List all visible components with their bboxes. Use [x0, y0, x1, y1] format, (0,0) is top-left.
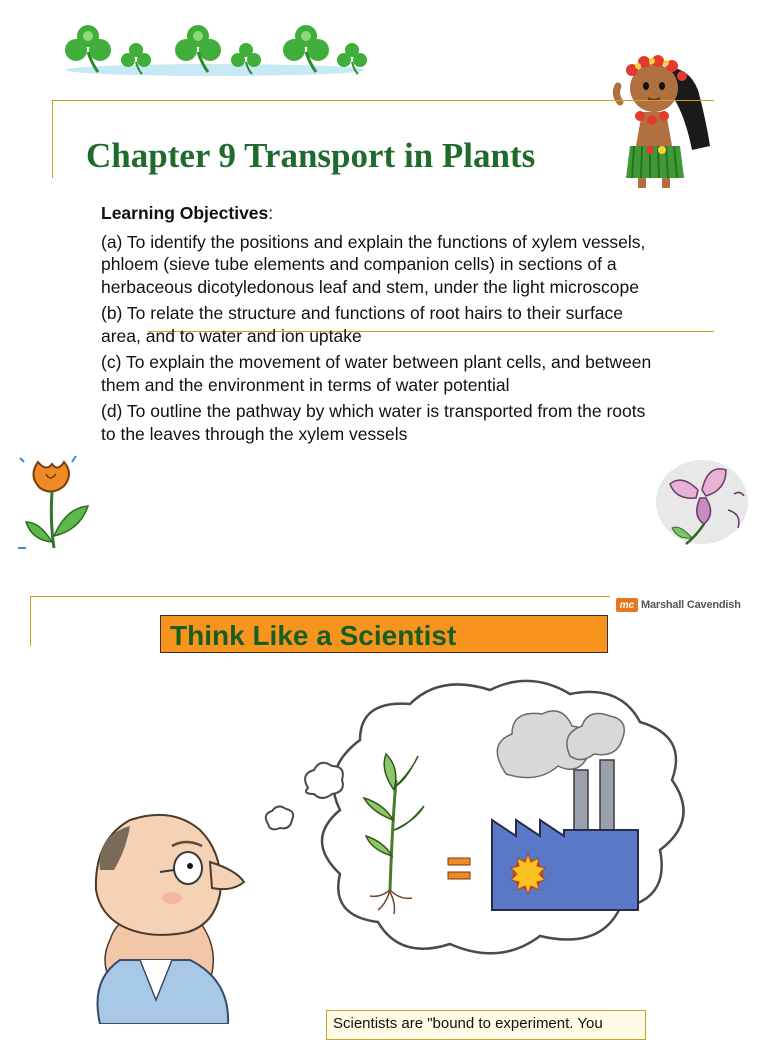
- objectives-heading-colon: :: [268, 203, 274, 223]
- tulip-icon: [16, 452, 92, 552]
- publisher-logo: [616, 598, 741, 612]
- hula-girl-icon: [606, 50, 716, 192]
- title-left-rule: [52, 100, 53, 178]
- think-heading: Think Like a Scientist: [170, 620, 457, 651]
- publisher-name: Marshall Cavendish: [641, 599, 741, 611]
- objectives-heading: Learning Objectives: [101, 203, 269, 223]
- publisher-badge: mc: [616, 598, 638, 612]
- slide2-top-rule: [30, 596, 610, 597]
- think-heading-box: [160, 615, 608, 653]
- objective-b: (b) To relate the structure and functions of root hairs to their surface area, and to water and ion uptake: [101, 303, 624, 346]
- slide2-left-rule: [30, 596, 31, 646]
- scientist-illustration: [60, 660, 700, 1024]
- objective-a: (a) To identify the positions and explain the functions of xylem vessels, phloem (sieve tube elements and companion cells) in sections of a herbaceous dicotyledonous leaf and stem, under the light microscope: [101, 231, 646, 297]
- objective-d: (d) To outline the pathway by which water is transported from the roots to the leaves through the xylem vessels: [101, 401, 646, 444]
- objective-c: (c) To explain the movement of water between plant cells, and between them and the environment in terms of water potential: [101, 352, 652, 395]
- quote-caption-box: [326, 1010, 646, 1040]
- quote-caption: Scientists are "bound to experiment. You: [333, 1015, 603, 1032]
- iris-flower-icon: [652, 454, 752, 550]
- learning-objectives: [101, 202, 661, 449]
- shamrock-border-icon: [60, 20, 370, 82]
- title-top-rule: [52, 100, 714, 101]
- scientist-icon: [96, 815, 244, 1024]
- chapter-title: Chapter 9 Transport in Plants: [86, 136, 536, 175]
